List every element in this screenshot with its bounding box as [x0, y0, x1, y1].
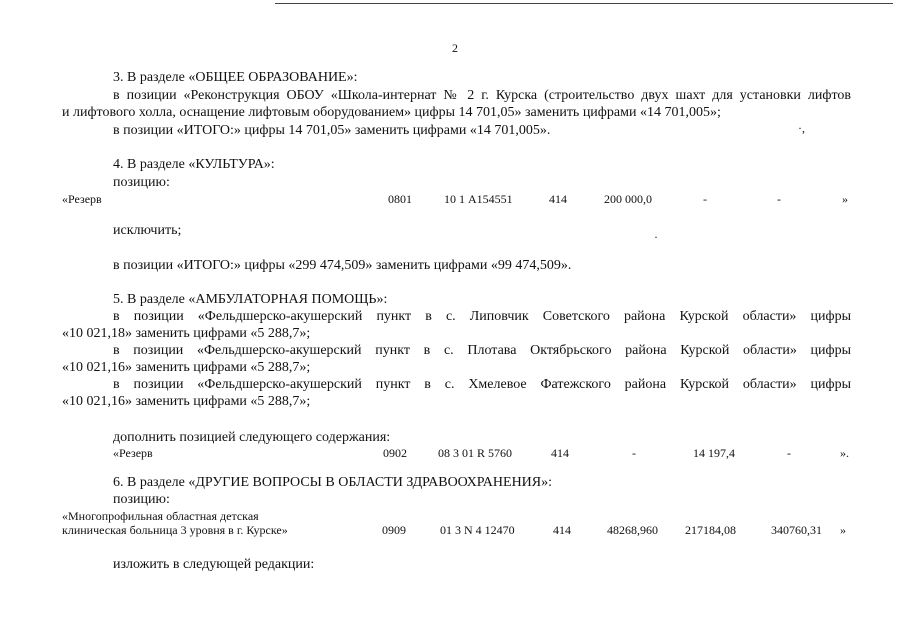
section-3-heading: 3. В разделе «ОБЩЕЕ ОБРАЗОВАНИЕ»:: [113, 70, 358, 85]
cell-value-2: 217184,08: [685, 523, 736, 537]
cell-target: 10 1 А154551: [444, 192, 513, 206]
cell-value-3: -: [777, 192, 781, 206]
section-4-heading: 4. В разделе «КУЛЬТУРА»:: [113, 157, 275, 172]
section-5-item-2-line-2: «10 021,16» заменить цифрами «5 288,7»;: [62, 360, 311, 375]
section-5-supplement: дополнить позицией следующего содержания:: [113, 430, 391, 445]
section-5-item-1-line-1: в позиции «Фельдшерско-акушерский пункт в с. Липовчик Советского района Курской области» цифры: [113, 309, 851, 324]
page-number: 2: [452, 41, 458, 55]
top-rule: [275, 3, 893, 4]
cell-code: 0909: [382, 523, 406, 537]
cell-target: 08 3 01 R 5760: [438, 446, 513, 460]
cell-type: 414: [549, 192, 567, 206]
section-5-item-3-line-1: в позиции «Фельдшерско-акушерский пункт в с. Хмелевое Фатежского района Курской области» цифры: [113, 377, 851, 392]
section-3-line-2: и лифтового холла, оснащение лифтовым оборудованием» цифры 14 701,05» заменить цифрами «14 701,005»;: [62, 105, 721, 120]
cell-close: »: [842, 192, 848, 206]
cell-value-1: -: [632, 446, 636, 460]
cell-target: 01 3 N 4 12470: [440, 523, 515, 537]
cell-code: 0902: [383, 446, 407, 460]
section-6-heading: 6. В разделе «ДРУГИЕ ВОПРОСЫ В ОБЛАСТИ ЗДРАВООХРАНЕНИЯ»:: [113, 475, 553, 490]
section-5-item-2-line-1: в позиции «Фельдшерско-акушерский пункт в с. Плотава Октябрьского района Курской области» цифры: [113, 343, 851, 358]
cell-value-1: 200 000,0: [604, 192, 652, 206]
cell-value-2: -: [703, 192, 707, 206]
section-5-item-3-line-2: «10 021,16» заменить цифрами «5 288,7»;: [62, 394, 311, 409]
cell-name: «Резерв: [113, 446, 153, 460]
cell-value-2: 14 197,4: [693, 446, 735, 460]
section-4-position-label: позицию:: [113, 175, 170, 190]
section-6-position-label: позицию:: [113, 492, 170, 507]
section-4-itogo: в позиции «ИТОГО:» цифры «299 474,509» заменить цифрами «99 474,509».: [113, 258, 572, 273]
cell-type: 414: [551, 446, 569, 460]
cell-value-3: -: [787, 446, 791, 460]
cell-name: «Резерв: [62, 192, 102, 206]
section-4-exclude: исключить;: [113, 223, 182, 238]
section-6-edit: изложить в следующей редакции:: [113, 557, 315, 572]
section-3-line-3: в позиции «ИТОГО:» цифры 14 701,05» заменить цифрами «14 701,005».: [113, 123, 551, 138]
section-3-line-1: в позиции «Реконструкция ОБОУ «Школа-интернат № 2 г. Курска (строительство двух шахт для установки лифтов: [113, 88, 851, 103]
cell-value-1: 48268,960: [607, 523, 658, 537]
scan-speck: ·,: [798, 121, 805, 135]
cell-type: 414: [553, 523, 571, 537]
cell-name-line-1: «Многопрофильная областная детская: [62, 509, 259, 523]
section-5-item-1-line-2: «10 021,18» заменить цифрами «5 288,7»;: [62, 326, 311, 341]
cell-code: 0801: [388, 192, 412, 206]
cell-close: »: [840, 523, 846, 537]
section-5-heading: 5. В разделе «АМБУЛАТОРНАЯ ПОМОЩЬ»:: [113, 292, 388, 307]
scan-speck: ·: [654, 230, 658, 244]
cell-value-3: 340760,31: [771, 523, 822, 537]
cell-name-line-2: клиническая больница 3 уровня в г. Курске»: [62, 523, 288, 537]
cell-close: ».: [840, 446, 849, 460]
